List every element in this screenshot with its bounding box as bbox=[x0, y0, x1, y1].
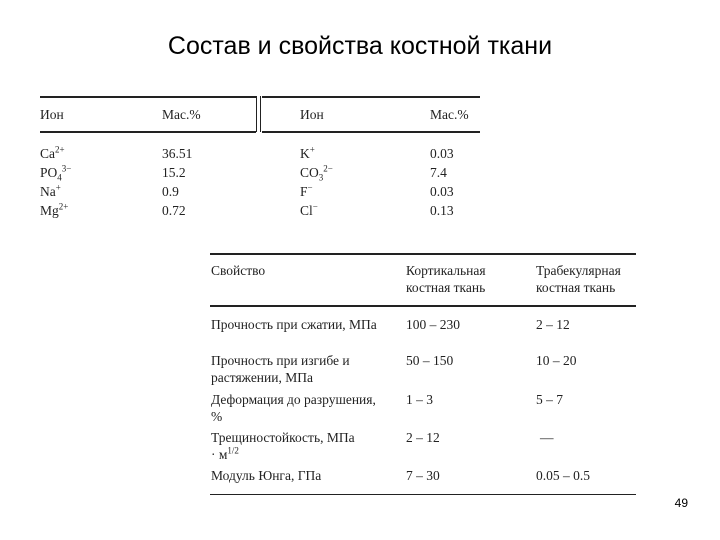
cortical-value: 50 – 150 bbox=[406, 353, 454, 368]
cortical-value: 2 – 12 bbox=[406, 430, 440, 445]
ion-formula: $PO_4^{3-}$ bbox=[40, 163, 72, 183]
ion-mass-value: 0.03 bbox=[430, 184, 454, 199]
ion-mass-value: 0.9 bbox=[162, 184, 179, 199]
rule bbox=[210, 494, 636, 495]
property-name: Трещиностойкость, МПа · $м^{1/2}$ bbox=[211, 430, 355, 462]
ion-mass-value: 15.2 bbox=[162, 165, 186, 180]
property-name: Модуль Юнга, ГПа bbox=[211, 468, 322, 483]
rule bbox=[210, 305, 636, 307]
ion-mass-value: 36.51 bbox=[162, 146, 193, 161]
ion-mass-value: 7.4 bbox=[430, 165, 447, 180]
slide-title: Состав и свойства костной ткани bbox=[167, 32, 553, 60]
property-name: Прочность при сжатии, МПа bbox=[211, 317, 377, 332]
rule bbox=[210, 253, 636, 255]
header-ion-left: Ион bbox=[40, 107, 64, 122]
trabecular-value: 10 – 20 bbox=[536, 353, 577, 368]
header-cortical: Кортикальная костная ткань bbox=[406, 263, 486, 295]
trabecular-value: 0.05 – 0.5 bbox=[536, 468, 590, 483]
ion-formula: Cl− bbox=[300, 201, 318, 218]
rule bbox=[262, 131, 480, 133]
trabecular-value: — bbox=[540, 430, 554, 445]
column-divider bbox=[256, 96, 257, 132]
page-number: 49 bbox=[674, 496, 688, 510]
header-property: Свойство bbox=[211, 263, 266, 278]
ion-mass-value: 0.03 bbox=[430, 146, 454, 161]
property-name: Прочность при изгибе и растяжении, МПа bbox=[211, 353, 350, 385]
header-mass-right: Мас.% bbox=[430, 107, 469, 122]
cortical-value: 1 – 3 bbox=[406, 392, 433, 407]
cortical-value: 7 – 30 bbox=[406, 468, 440, 483]
ion-mass-value: 0.72 bbox=[162, 203, 186, 218]
header-trabecular: Трабекулярная костная ткань bbox=[536, 263, 621, 295]
ion-formula: Na+ bbox=[40, 182, 61, 199]
trabecular-value: 2 – 12 bbox=[536, 317, 570, 332]
rule bbox=[40, 131, 256, 133]
column-divider bbox=[260, 96, 261, 132]
ion-formula: $Mg^{2+}$ bbox=[40, 201, 69, 218]
cortical-value: 100 – 230 bbox=[406, 317, 460, 332]
rule bbox=[262, 96, 480, 98]
trabecular-value: 5 – 7 bbox=[536, 392, 563, 407]
ion-formula: F− bbox=[300, 182, 313, 199]
ion-formula: $CO_3^{2-}$ bbox=[300, 163, 333, 183]
rule bbox=[40, 96, 256, 98]
ion-mass-value: 0.13 bbox=[430, 203, 454, 218]
header-ion-right: Ион bbox=[300, 107, 324, 122]
header-mass-left: Мас.% bbox=[162, 107, 201, 122]
property-name: Деформация до разрушения, % bbox=[211, 392, 376, 424]
ion-formula: K+ bbox=[300, 144, 315, 161]
ion-formula: $Ca^{2+}$ bbox=[40, 144, 65, 161]
